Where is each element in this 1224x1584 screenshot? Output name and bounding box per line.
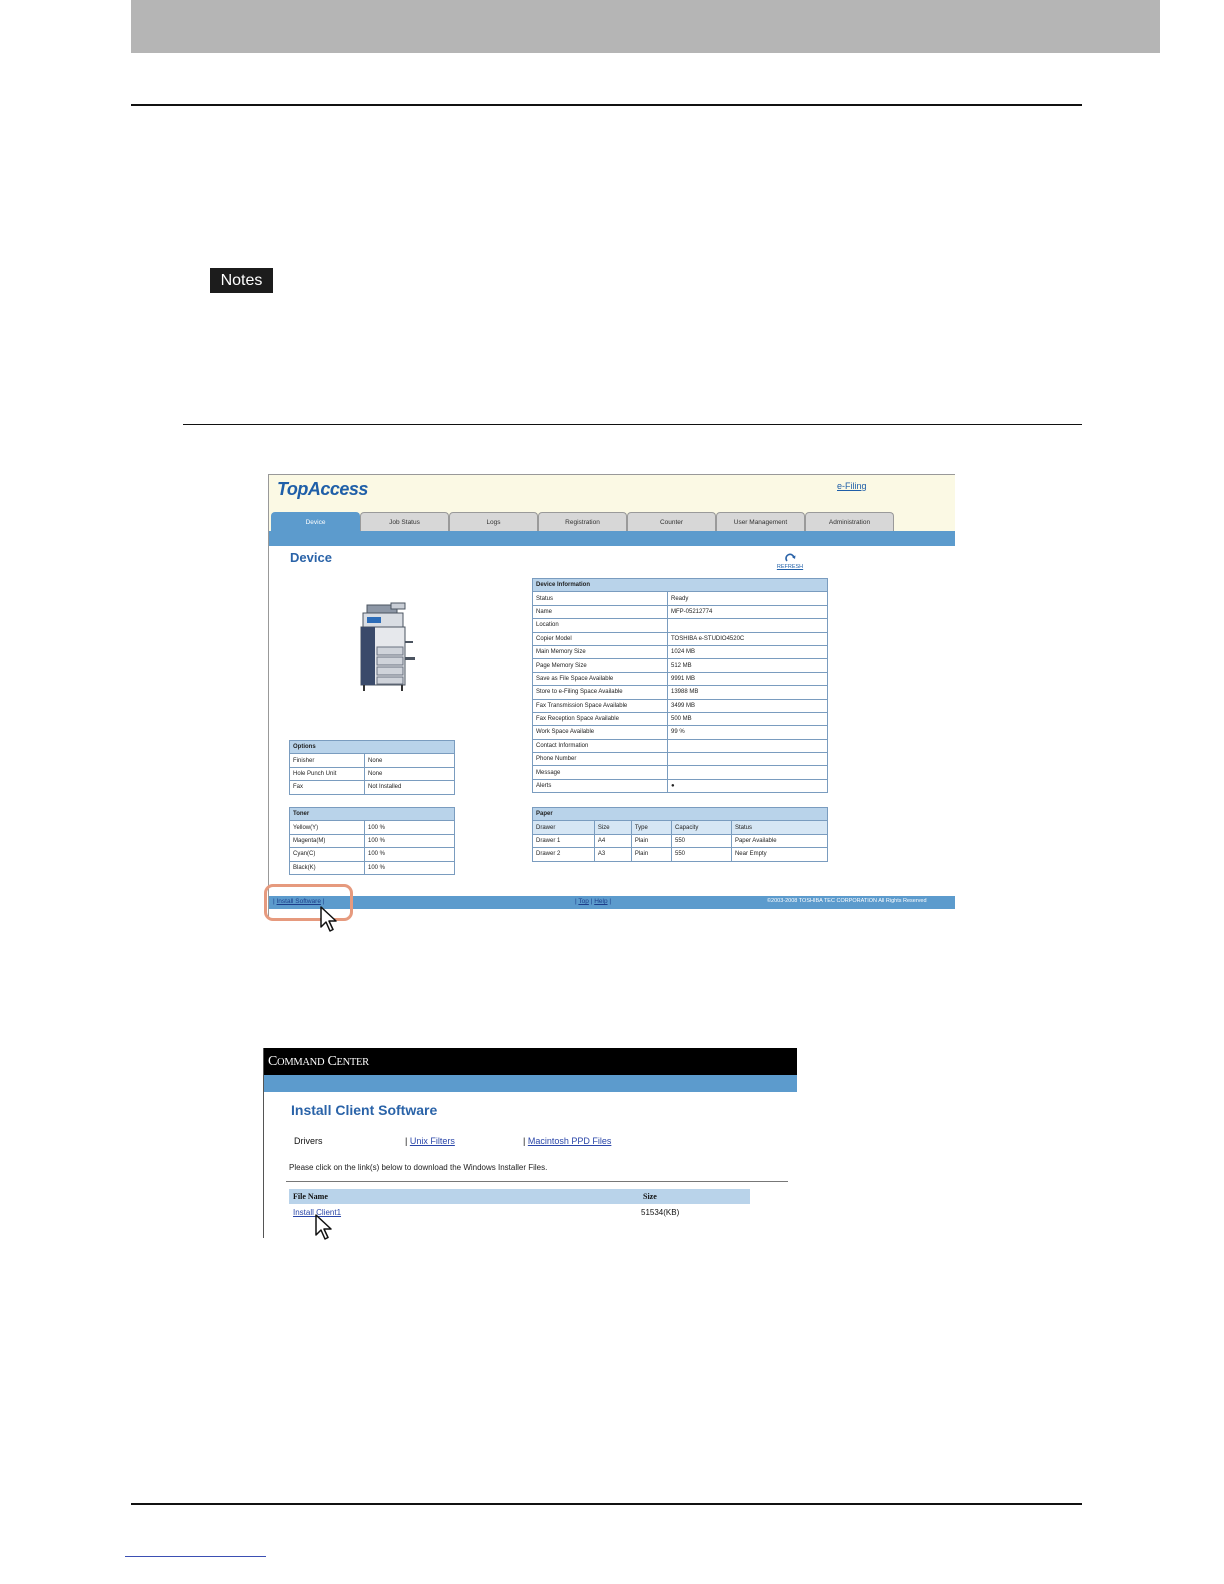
- tab-logs[interactable]: Logs: [449, 512, 538, 532]
- options-title-row: [290, 741, 455, 754]
- command-center-logo: [268, 1054, 369, 1070]
- device-info-row: [533, 766, 828, 779]
- paper-column-header-row: [533, 821, 828, 834]
- device-info-value: 3499 MB: [668, 699, 828, 712]
- tab-device[interactable]: Device: [271, 512, 360, 534]
- device-info-value: [668, 753, 828, 766]
- paper-column-header: Size: [594, 821, 631, 834]
- toner-value: 100 %: [365, 821, 455, 834]
- help-link[interactable]: Help: [594, 898, 608, 905]
- paper-cell: A3: [594, 848, 631, 861]
- tab-administration[interactable]: Administration: [805, 512, 894, 532]
- footer-nav: | Top | Help |: [575, 898, 612, 905]
- device-info-title-row: [533, 579, 828, 592]
- device-info-label: Work Space Available: [533, 726, 668, 739]
- options-label: Fax: [290, 781, 365, 794]
- toner-title: Toner: [290, 808, 455, 821]
- mac-ppd-nav: | Macintosh PPD Files: [523, 1136, 612, 1146]
- download-instruction: Please click on the link(s) below to download the Windows Installer Files.: [289, 1163, 548, 1172]
- topaccess-screenshot: [268, 474, 955, 917]
- size-header: Size: [637, 1189, 750, 1204]
- device-info-value: TOSHIBA e-STUDIO4520C: [668, 632, 828, 645]
- options-row: [290, 754, 455, 767]
- options-title: Options: [290, 741, 455, 754]
- toner-title-row: [290, 808, 455, 821]
- device-info-label: Location: [533, 619, 668, 632]
- paper-cell: Drawer 2: [533, 848, 595, 861]
- device-info-label: Status: [533, 592, 668, 605]
- install-client-software-title: Install Client Software: [291, 1102, 438, 1118]
- device-info-row: [533, 672, 828, 685]
- unix-filters-link[interactable]: Unix Filters: [409, 1136, 455, 1146]
- options-table: [289, 740, 455, 795]
- options-row: [290, 781, 455, 794]
- tab-counter[interactable]: Counter: [627, 512, 716, 532]
- refresh-icon: [784, 553, 796, 563]
- paper-table: [532, 807, 828, 862]
- device-info-row: [533, 712, 828, 725]
- options-value: None: [365, 767, 455, 780]
- device-info-label: Page Memory Size: [533, 659, 668, 672]
- options-row: [290, 767, 455, 780]
- page-title: Device: [290, 550, 332, 565]
- options-label: Hole Punch Unit: [290, 767, 365, 780]
- tab-registration[interactable]: Registration: [538, 512, 627, 532]
- paper-cell: Plain: [631, 834, 671, 847]
- paper-cell: 550: [672, 848, 732, 861]
- file-name-header: File Name: [289, 1189, 637, 1204]
- toner-row: [290, 848, 455, 861]
- toner-label: Yellow(Y): [290, 821, 365, 834]
- device-info-row: [533, 726, 828, 739]
- device-info-value: ●: [668, 779, 828, 792]
- options-value: Not Installed: [365, 781, 455, 794]
- refresh-label: REFRESH: [776, 564, 804, 570]
- command-center-screenshot: [263, 1048, 797, 1238]
- paper-cell: A4: [594, 834, 631, 847]
- device-info-value: 500 MB: [668, 712, 828, 725]
- topaccess-tab-bar: [269, 531, 955, 546]
- paper-title: Paper: [533, 808, 828, 821]
- brand-c2: C: [327, 1054, 337, 1069]
- paper-column-header: Status: [731, 821, 827, 834]
- device-info-value: 9991 MB: [668, 672, 828, 685]
- device-info-row: [533, 592, 828, 605]
- toner-label: Magenta(M): [290, 834, 365, 847]
- toner-value: 100 %: [365, 834, 455, 847]
- device-info-label: Phone Number: [533, 753, 668, 766]
- device-info-label: Main Memory Size: [533, 645, 668, 658]
- mouse-cursor-icon: [320, 906, 340, 934]
- device-info-row: [533, 686, 828, 699]
- brand-ommand: OMMAND: [277, 1057, 325, 1068]
- footer-link-underline[interactable]: [125, 1556, 266, 1557]
- top-link[interactable]: Top: [578, 898, 589, 905]
- copyright-text: ©2003-2008 TOSHIBA TEC CORPORATION All Rights Reserved: [767, 898, 927, 904]
- mouse-cursor-icon-2: [315, 1214, 335, 1242]
- paper-cell: Plain: [631, 848, 671, 861]
- file-size: 51534(KB): [641, 1208, 680, 1217]
- page-header-band: [131, 0, 1160, 53]
- paper-column-header: Type: [631, 821, 671, 834]
- toner-value: 100 %: [365, 848, 455, 861]
- footer-install-area: | Install Software |: [273, 898, 325, 905]
- device-info-label: Fax Reception Space Available: [533, 712, 668, 725]
- device-info-row: [533, 619, 828, 632]
- topaccess-footer: [269, 896, 955, 909]
- device-info-value: 1024 MB: [668, 645, 828, 658]
- refresh-button[interactable]: [775, 553, 805, 570]
- device-info-row: [533, 739, 828, 752]
- copier-image: [357, 601, 417, 693]
- install-software-link[interactable]: Install Software: [276, 898, 321, 905]
- device-info-label: Name: [533, 605, 668, 618]
- paper-cell: Drawer 1: [533, 834, 595, 847]
- macintosh-ppd-link[interactable]: Macintosh PPD Files: [527, 1136, 612, 1146]
- toner-row: [290, 821, 455, 834]
- tab-job-status[interactable]: Job Status: [360, 512, 449, 532]
- toner-table: [289, 807, 455, 875]
- device-info-label: Save as File Space Available: [533, 672, 668, 685]
- section-rule: [183, 424, 1082, 425]
- paper-column-header: Capacity: [672, 821, 732, 834]
- brand-enter: ENTER: [336, 1057, 369, 1068]
- device-information-table: [532, 578, 828, 793]
- toner-label: Black(K): [290, 861, 365, 874]
- options-label: Finisher: [290, 754, 365, 767]
- tab-user-management[interactable]: User Management: [716, 512, 805, 532]
- paper-column-header: Drawer: [533, 821, 595, 834]
- device-info-row: [533, 645, 828, 658]
- toner-row: [290, 834, 455, 847]
- paper-cell: 550: [672, 834, 732, 847]
- command-center-header: [264, 1048, 797, 1075]
- device-info-value: MFP-05212774: [668, 605, 828, 618]
- unix-filters-nav: | Unix Filters: [405, 1136, 455, 1146]
- device-info-label: Fax Transmission Space Available: [533, 699, 668, 712]
- install-client-link[interactable]: Install Client1: [293, 1208, 342, 1217]
- device-info-value: Ready: [668, 592, 828, 605]
- device-info-value: 13988 MB: [668, 686, 828, 699]
- toner-label: Cyan(C): [290, 848, 365, 861]
- device-info-label: Contact Information: [533, 739, 668, 752]
- divider: [286, 1181, 788, 1182]
- device-info-value: [668, 619, 828, 632]
- device-info-label: Store to e-Filing Space Available: [533, 686, 668, 699]
- header-rule: [131, 104, 1082, 106]
- command-center-bar: [264, 1075, 797, 1092]
- device-info-row: [533, 632, 828, 645]
- topaccess-logo: TopAccess: [277, 479, 368, 499]
- brand-c: C: [268, 1054, 278, 1069]
- notes-badge: Notes: [210, 268, 273, 293]
- paper-row: [533, 834, 828, 847]
- toner-value: 100 %: [365, 861, 455, 874]
- options-value: None: [365, 754, 455, 767]
- paper-cell: Near Empty: [731, 848, 827, 861]
- device-info-title: Device Information: [533, 579, 828, 592]
- device-info-value: [668, 766, 828, 779]
- device-info-label: Alerts: [533, 779, 668, 792]
- device-info-row: [533, 699, 828, 712]
- paper-row: [533, 848, 828, 861]
- paper-cell: Paper Available: [731, 834, 827, 847]
- device-info-row: [533, 753, 828, 766]
- device-info-value: 99 %: [668, 726, 828, 739]
- device-info-label: Copier Model: [533, 632, 668, 645]
- device-info-label: Message: [533, 766, 668, 779]
- paper-title-row: [533, 808, 828, 821]
- device-info-value: [668, 739, 828, 752]
- device-info-row: [533, 779, 828, 792]
- footer-rule: [131, 1503, 1082, 1505]
- toner-row: [290, 861, 455, 874]
- device-info-value: 512 MB: [668, 659, 828, 672]
- device-info-row: [533, 605, 828, 618]
- drivers-label: Drivers: [294, 1136, 323, 1146]
- device-info-row: [533, 659, 828, 672]
- efiling-link[interactable]: e-Filing: [837, 481, 867, 491]
